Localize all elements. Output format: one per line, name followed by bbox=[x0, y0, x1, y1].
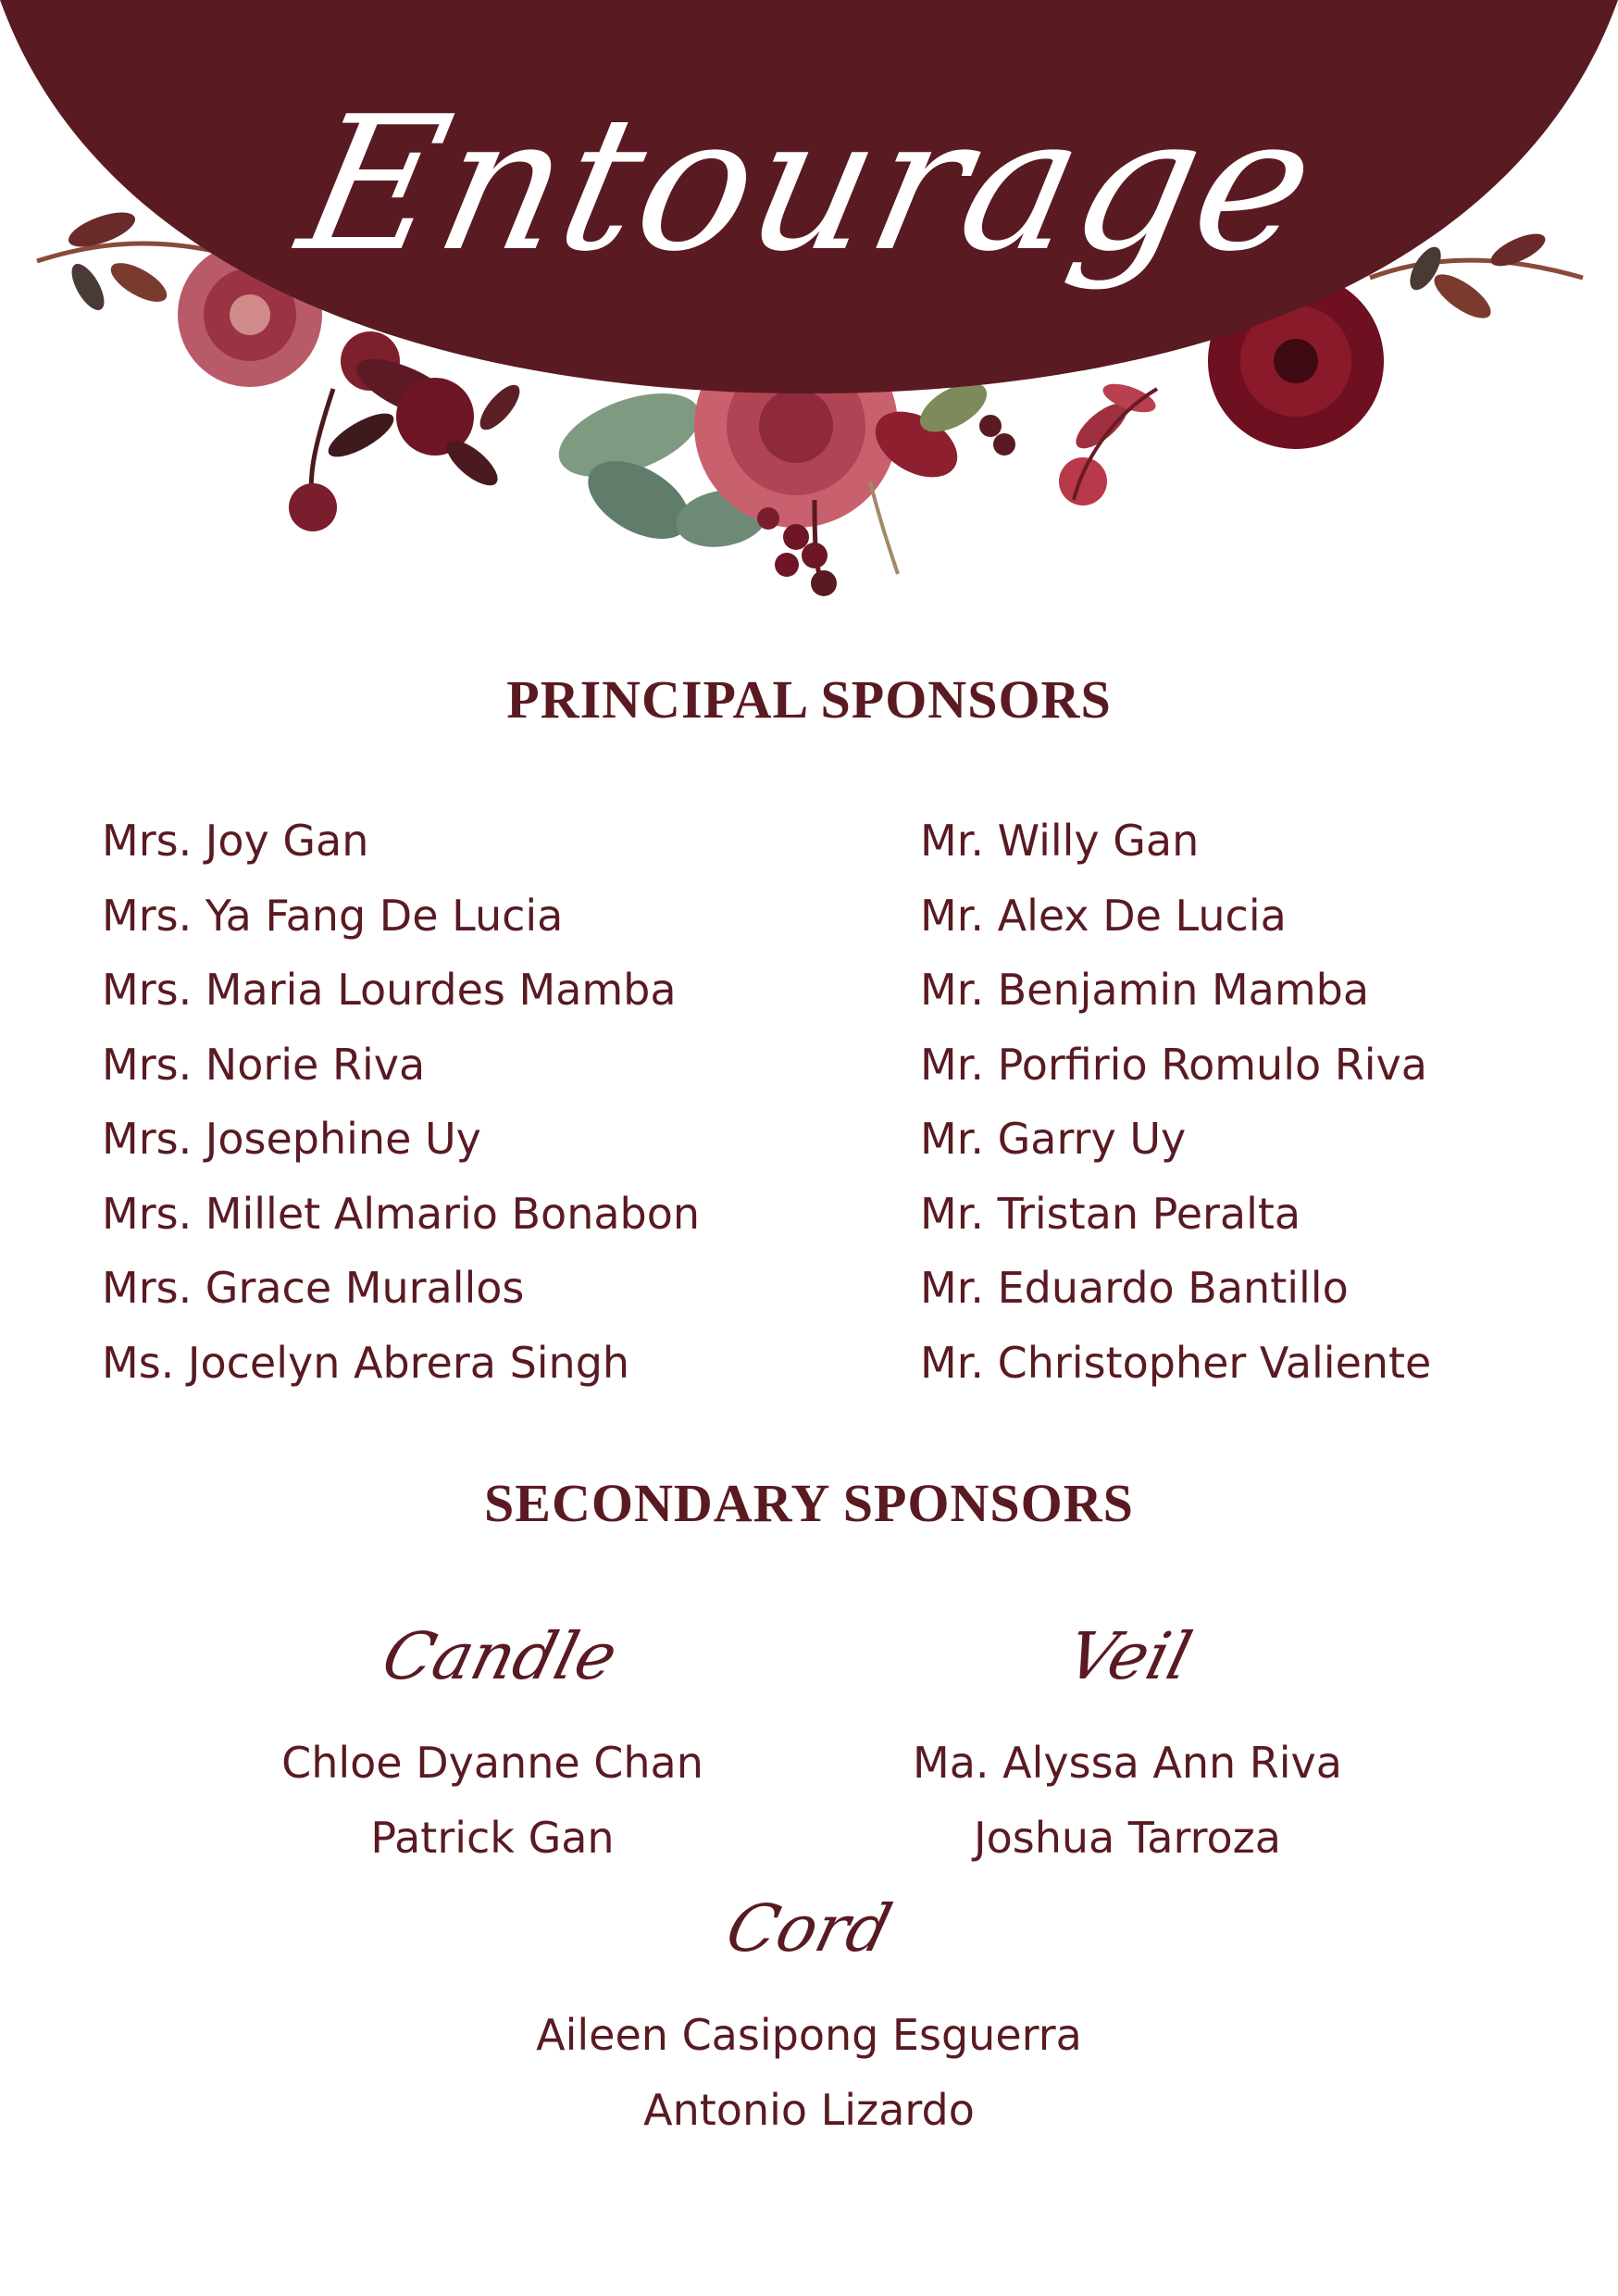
sponsor-name: Mr. Porfirio Romulo Riva bbox=[920, 1039, 1427, 1090]
principal-sponsors-left-column bbox=[102, 804, 700, 1400]
principal-sponsors-right-column bbox=[920, 804, 1431, 1400]
sponsor-name: Ma. Alyssa Ann Riva bbox=[913, 1738, 1342, 1788]
sponsor-name: Ms. Jocelyn Abrera Singh bbox=[102, 1337, 630, 1388]
sponsor-name: Mr. Alex De Lucia bbox=[920, 890, 1287, 941]
sponsor-name: Antonio Lizardo bbox=[643, 2085, 975, 2135]
cord-sponsors bbox=[439, 1998, 1179, 2148]
sponsor-name: Mrs. Josephine Uy bbox=[102, 1114, 481, 1164]
secondary-sponsors-heading: SECONDARY SPONSORS bbox=[484, 1473, 1134, 1533]
sponsor-name: Mr. Tristan Peralta bbox=[920, 1188, 1301, 1239]
sponsor-name: Mrs. Millet Almario Bonabon bbox=[102, 1188, 701, 1239]
sponsor-name: Mr. Benjamin Mamba bbox=[920, 965, 1370, 1015]
principal-sponsors-heading: PRINCIPAL SPONSORS bbox=[506, 669, 1112, 730]
sponsor-name: Mr. Christopher Valiente bbox=[920, 1337, 1432, 1388]
sponsor-name: Mrs. Joy Gan bbox=[102, 816, 369, 866]
cord-label: Cord bbox=[718, 1890, 900, 1966]
sponsor-name: Mrs. Maria Lourdes Mamba bbox=[102, 965, 677, 1015]
sponsor-name: Mrs. Ya Fang De Lucia bbox=[102, 890, 564, 941]
sponsor-name: Mrs. Norie Riva bbox=[102, 1039, 426, 1090]
sponsor-name: Aileen Casipong Esguerra bbox=[536, 2010, 1082, 2060]
sponsor-name: Mr. Eduardo Bantillo bbox=[920, 1263, 1349, 1313]
veil-label: Veil bbox=[1059, 1618, 1200, 1694]
sponsor-name: Chloe Dyanne Chan bbox=[281, 1738, 703, 1788]
sponsor-name: Mr. Garry Uy bbox=[920, 1114, 1187, 1164]
sponsor-name: Mrs. Grace Murallos bbox=[102, 1263, 525, 1313]
sponsor-name: Mr. Willy Gan bbox=[920, 816, 1200, 866]
page-title: Entourage bbox=[284, 77, 1334, 293]
sponsor-name: Joshua Tarroza bbox=[974, 1813, 1281, 1863]
sponsor-name: Patrick Gan bbox=[370, 1813, 615, 1863]
veil-sponsors bbox=[850, 1726, 1405, 1876]
candle-sponsors bbox=[215, 1726, 770, 1876]
candle-label: Candle bbox=[375, 1618, 625, 1694]
